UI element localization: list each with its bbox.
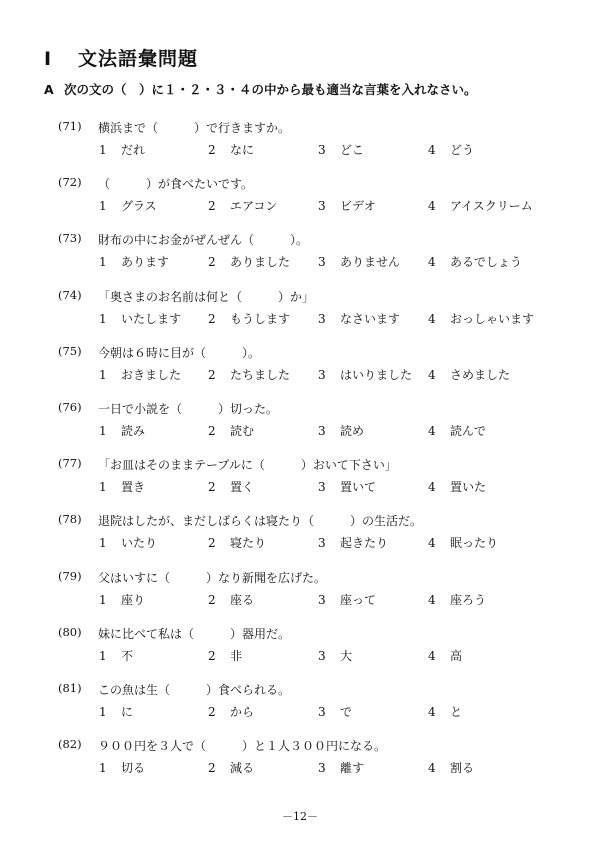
question-item [0,681,600,725]
answer-choice [318,478,376,495]
answer-choice [428,366,510,383]
section-number: I [44,48,53,70]
choice-text: エアコン [230,199,278,214]
choice-number: 3 [318,143,326,157]
choice-number: 1 [99,255,107,270]
question-text: 「奥さまのお名前は何と（ ）か」 [98,289,315,304]
choice-text: はいりました [340,367,413,382]
question-number: (80) [58,624,82,639]
question-item [0,119,600,163]
question-text: 父はいすに（ ）なり新聞を広げた。 [98,570,327,585]
answer-choice [428,422,486,439]
answer-choice [318,141,364,158]
choice-number: 1 [99,761,107,776]
choice-text: 座って [340,592,377,607]
answer-choice [208,197,277,214]
choice-number: 1 [99,311,107,326]
question-item [0,569,600,613]
question-number: (77) [58,456,82,471]
choice-text: 高 [450,648,463,663]
instruction [44,80,477,98]
answer-choice [99,759,145,776]
answer-choice [318,310,400,327]
question-text: 財布の中にお金がぜんぜん（ ）。 [98,233,309,248]
question-number: (82) [58,737,82,752]
choice-text: 読め [340,424,365,438]
choice-text: いたします [121,311,182,326]
instruction-label: A [44,82,54,97]
choice-number: 1 [99,143,107,157]
question-text: 横浜まで（ ）で行きますか。 [98,121,291,135]
choice-number: 2 [208,424,216,438]
choice-text: 眠ったり [450,536,499,551]
answer-choice [99,141,145,158]
question-number: (78) [58,512,82,527]
question-number: (72) [58,175,82,190]
choice-number: 1 [99,480,107,495]
answer-choice [99,197,157,214]
answer-choice [428,591,486,608]
choice-number: 3 [318,705,326,719]
choice-text: おきました [121,367,182,382]
choice-number: 4 [428,424,436,438]
choice-text: と [450,705,463,719]
choice-number: 2 [208,199,216,214]
choice-number: 1 [99,424,107,438]
answer-choice [318,591,376,608]
answer-choice [428,478,486,495]
page-number: －12－ [282,810,318,823]
answer-choice [208,366,290,383]
choice-number: 4 [428,536,436,551]
section-title [44,44,198,71]
choice-text: 座る [230,592,255,607]
choice-number: 1 [99,592,107,607]
choice-text: ビデオ [340,199,376,214]
answer-choice [99,310,181,327]
choice-number: 3 [318,424,326,438]
choice-text: あります [121,255,170,270]
answer-choice [208,703,254,720]
question-item [0,737,600,781]
question-number: (79) [58,568,82,583]
choice-number: 4 [428,592,436,607]
question-number: (76) [58,400,82,414]
choice-number: 1 [99,705,107,719]
answer-choice [318,253,400,270]
choice-number: 2 [208,705,216,719]
choice-number: 3 [318,199,326,214]
choice-number: 4 [428,705,436,719]
question-text: 妹に比べて私は（ ）器用だ。 [98,626,291,641]
question-text: 一日で小説を（ ）切った。 [98,402,279,416]
question-item [0,400,600,444]
choice-text: 置いて [340,480,377,495]
choice-text: グラス [121,199,157,214]
question-number: (73) [58,231,82,246]
answer-choice [428,253,522,270]
choice-text: たちました [230,367,291,382]
choice-number: 1 [99,367,107,382]
choice-number: 4 [428,199,436,214]
choice-text: おっしゃいます [450,311,535,326]
choice-text: もうします [230,311,291,326]
choice-text: 読んで [450,424,487,438]
answer-choice [428,703,462,720]
choice-text: 置いた [450,480,487,495]
answer-choice [318,197,376,214]
question-text: この魚は生（ ）食べられる。 [98,683,291,697]
choice-text: さめました [450,367,511,382]
answer-choice [99,422,145,439]
choice-number: 2 [208,648,216,663]
choice-number: 3 [318,648,326,663]
choice-text: 座り [121,592,146,607]
answer-choice [208,478,254,495]
choice-number: 2 [208,311,216,326]
answer-choice [318,703,352,720]
question-item [0,175,600,219]
choice-text: 起きたり [340,536,389,551]
question-text: 今朝は６時に目が（ ）。 [98,345,261,360]
instruction-text: 次の文の（ ）に１・２・３・４の中から最も適当な言葉を入れなさい。 [64,82,477,97]
answer-choice [428,647,462,664]
answer-choice [318,759,364,776]
answer-choice [318,422,364,439]
question-number: (81) [58,681,82,695]
choice-number: 4 [428,143,436,157]
choice-text: 寝たり [230,536,267,551]
choice-number: 2 [208,255,216,270]
answer-choice [99,703,133,720]
choice-number: 1 [99,199,107,214]
choice-text: だれ [121,143,146,157]
choice-text: ありました [230,255,291,270]
choice-text: なに [230,143,255,157]
question-item [0,512,600,556]
choice-number: 2 [208,480,216,495]
question-item [0,625,600,669]
answer-choice [208,141,254,158]
question-text: 退院はしたが、まだしばらくは寝たり（ ）の生活だ。 [98,514,423,529]
answer-choice [208,310,290,327]
question-item [0,456,600,500]
answer-choice [99,647,133,664]
choice-number: 1 [99,536,107,551]
choice-text: から [230,705,255,719]
choice-number: 2 [208,367,216,382]
choice-text: なさいます [340,311,401,326]
answer-choice [428,141,474,158]
choice-text: 割る [450,761,475,776]
question-item [0,288,600,332]
choice-text: 切る [121,761,146,776]
question-number: (74) [58,287,82,302]
question-text: （ ）が食べたいです。 [98,177,254,192]
choice-number: 3 [318,367,326,382]
question-number: (71) [58,119,82,133]
choice-number: 4 [428,761,436,776]
answer-choice [428,534,498,551]
choice-text: 座ろう [450,592,487,607]
question-text: 「お皿はそのままテーブルに（ ）おいて下さい」 [98,458,397,473]
question-item [0,344,600,388]
section-title-text: 文法語彙問題 [78,48,199,70]
choice-text: 大 [340,648,353,663]
choice-number: 3 [318,761,326,776]
choice-text: 置き [121,480,146,495]
answer-choice [99,478,145,495]
question-number: (75) [58,343,82,358]
answer-choice [208,422,254,439]
choice-number: 2 [208,143,216,157]
answer-choice [208,253,290,270]
choice-text: ありません [340,255,401,270]
answer-choice [428,197,533,214]
answer-choice [99,366,181,383]
choice-text: どこ [340,143,365,157]
choice-text: 非 [230,648,243,663]
choice-text: 読む [230,424,255,438]
answer-choice [318,534,388,551]
answer-choice [99,253,169,270]
choice-text: に [121,705,134,719]
choice-number: 4 [428,255,436,270]
choice-number: 2 [208,761,216,776]
answer-choice [208,591,254,608]
answer-choice [428,759,474,776]
choice-text: 置く [230,480,255,495]
choice-text: 減る [230,761,255,776]
choice-text: 不 [121,648,134,663]
choice-number: 2 [208,536,216,551]
answer-choice [318,366,412,383]
answer-choice [99,591,145,608]
answer-choice [99,534,157,551]
choice-text: 離す [340,761,365,776]
choice-number: 1 [99,648,107,663]
choice-text: あるでしょう [450,255,522,270]
choice-number: 3 [318,311,326,326]
choice-text: 読み [121,424,146,438]
answer-choice [208,647,242,664]
choice-number: 4 [428,367,436,382]
choice-number: 3 [318,592,326,607]
choice-number: 4 [428,648,436,663]
question-item [0,231,600,275]
question-text: ９００円を３人で（ ）と１人３００円になる。 [98,739,387,754]
choice-number: 4 [428,311,436,326]
answer-choice [208,759,254,776]
answer-choice [428,310,534,327]
choice-number: 2 [208,592,216,607]
choice-text: で [340,705,353,719]
choice-text: アイスクリーム [450,199,533,214]
choice-number: 3 [318,255,326,270]
choice-number: 3 [318,536,326,551]
choice-number: 3 [318,480,326,495]
answer-choice [208,534,266,551]
choice-text: いたり [121,536,158,551]
choice-number: 4 [428,480,436,495]
choice-text: どう [450,143,475,157]
answer-choice [318,647,352,664]
